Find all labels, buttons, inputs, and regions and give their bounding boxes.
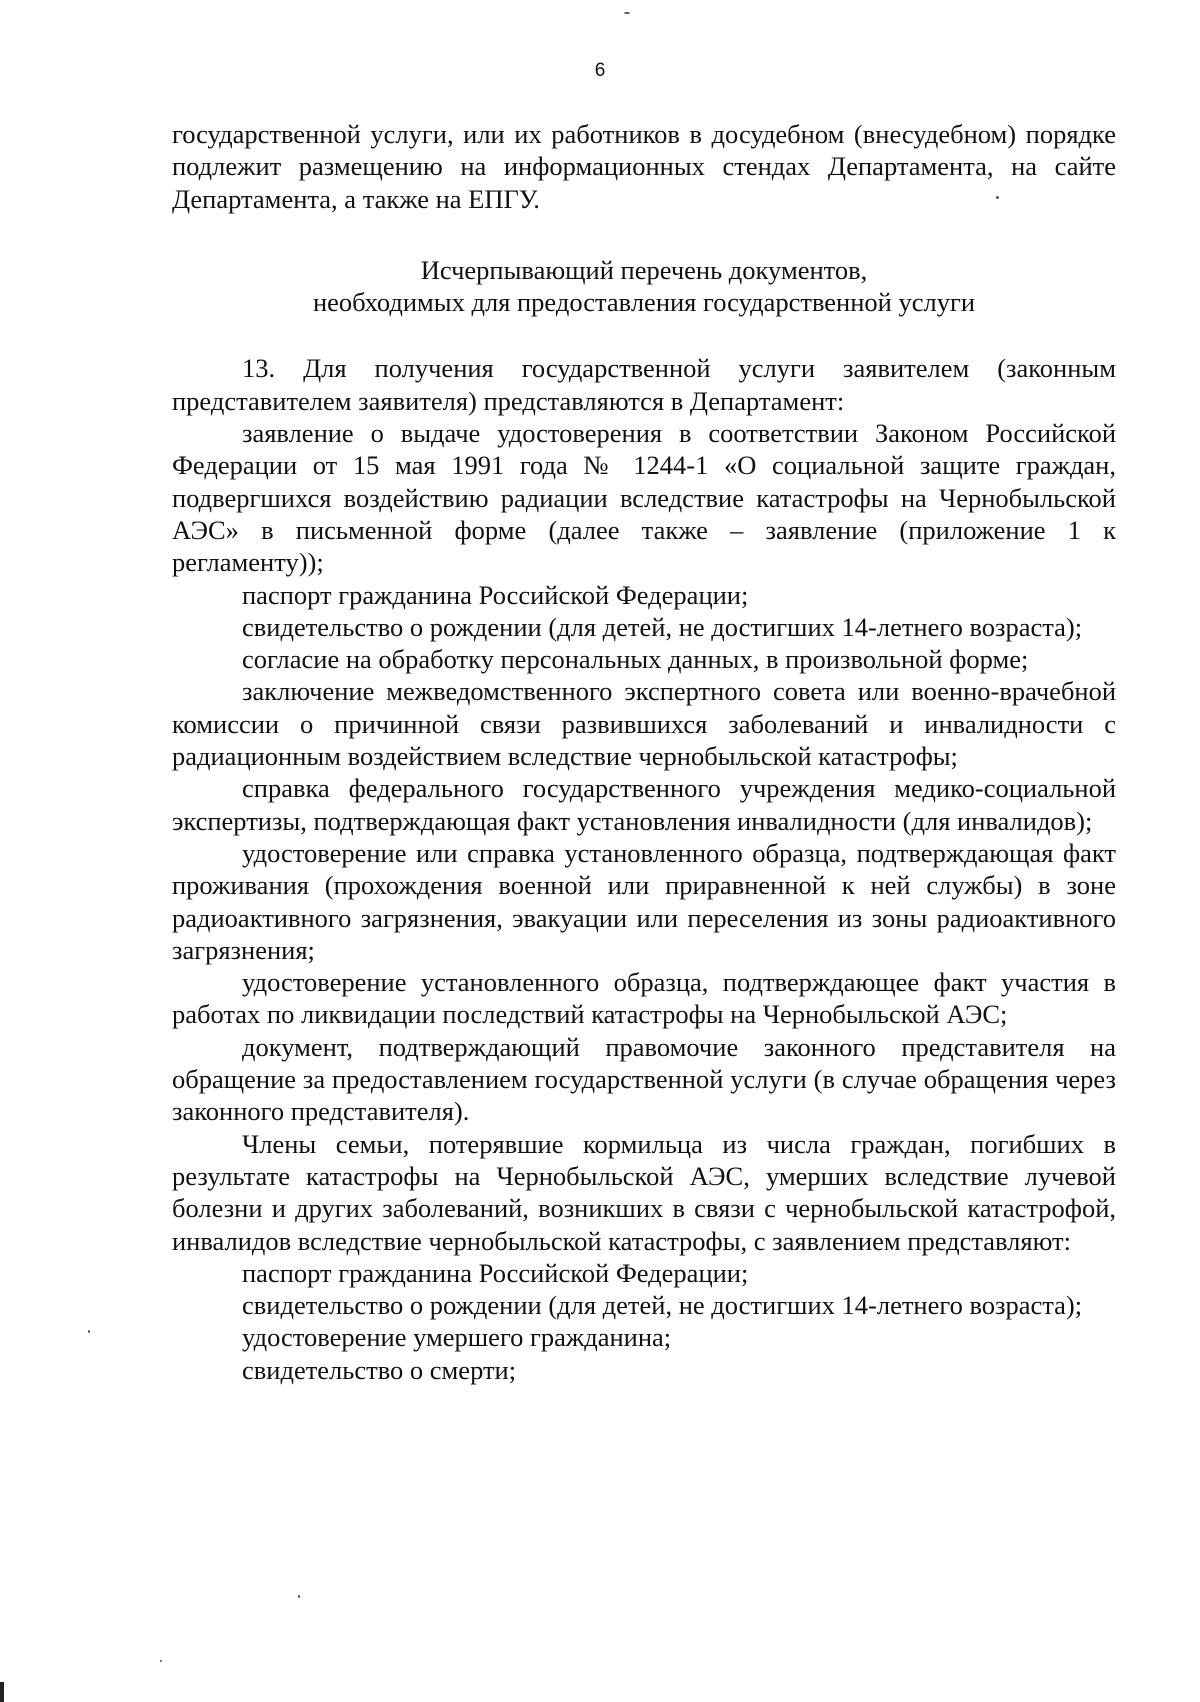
intro-paragraph: государственной услуги, или их работников в досудебном (внесудебном) порядке подлежит размещению на информационных стендах Департамента, на сайте Департамента, а также на ЕПГУ.	[172, 119, 1116, 214]
list-item-representative-document: документ, подтверждающий правомочие законного представителя на обращение за предоставлением государственной услуги (в случае обращения через законного представителя).	[172, 1031, 1116, 1127]
list-item-expert-conclusion: заключение межведомственного экспертного совета или военно-врачебной комиссии о причинной связи развившихся заболеваний и инвалидности с радиационным воздействием вследствие чернобыльской катастрофы;	[172, 676, 1116, 772]
section-heading-line-1: Исчерпывающий перечень документов,	[420, 254, 868, 285]
list-item-data-consent: согласие на обработку персональных данных, в произвольной форме;	[242, 644, 1029, 675]
scan-speck	[88, 1330, 90, 1333]
scan-speck	[160, 1660, 162, 1662]
list-item-residence-certificate: удостоверение или справка установленного образца, подтверждающая факт проживания (прохождения военной или приравненной к ней службы) в зоне радиоактивного загрязнения, эвакуации или переселения из зоны радиоактивного загрязнения;	[172, 837, 1116, 965]
list-item-disability-certificate: справка федерального государственного учреждения медико-социальной экспертизы, подтверждающая факт установления инвалидности (для инвалидов);	[172, 773, 1116, 836]
family-list-item-death-certificate: свидетельство о смерти;	[242, 1354, 517, 1385]
document-body	[172, 118, 1116, 1386]
family-list-item-birth-certificate: свидетельство о рождении (для детей, не достигших 14-летнего возраста);	[242, 1290, 1083, 1321]
list-item-passport: паспорт гражданина Российской Федерации;	[242, 579, 749, 610]
scan-speck	[996, 196, 999, 199]
family-members-paragraph: Члены семьи, потерявшие кормильца из числа граждан, погибших в результате катастрофы на Чернобыльской АЭС, умерших вследствие лучевой болезни и других заболеваний, возникших в связи с чернобыльской катастрофой, инвалидов вследствие чернобыльской катастрофы, с заявлением представляют:	[172, 1128, 1116, 1256]
list-item-liquidation-certificate: удостоверение установленного образца, подтверждающее факт участия в работах по ликвидации последствий катастрофы на Чернобыльской АЭС;	[172, 967, 1116, 1030]
page-number: 6	[594, 60, 606, 81]
scan-speck	[298, 1595, 300, 1598]
scan-edge-mark	[0, 1682, 4, 1702]
list-item-application: заявление о выдаче удостоверения в соответствии Законом Российской Федерации от 15 мая 1991 года № 1244-1 «О социальной защите граждан, подвергшихся воздействию радиации вследствие катастрофы на Чернобыльской АЭС» в письменной форме (далее также – заявление (приложение 1 к регламенту));	[172, 418, 1116, 578]
family-list-item-deceased-certificate: удостоверение умершего гражданина;	[242, 1322, 672, 1353]
paragraph-13: 13. Для получения государственной услуги заявителем (законным представителем заявителя) представляются в Департамент:	[172, 353, 1116, 416]
section-heading-line-2: необходимых для предоставления государственной услуги	[312, 287, 976, 318]
family-list-item-passport: паспорт гражданина Российской Федерации;	[242, 1257, 749, 1288]
scan-speck	[624, 12, 630, 14]
list-item-birth-certificate: свидетельство о рождении (для детей, не достигших 14-летнего возраста);	[242, 611, 1083, 642]
